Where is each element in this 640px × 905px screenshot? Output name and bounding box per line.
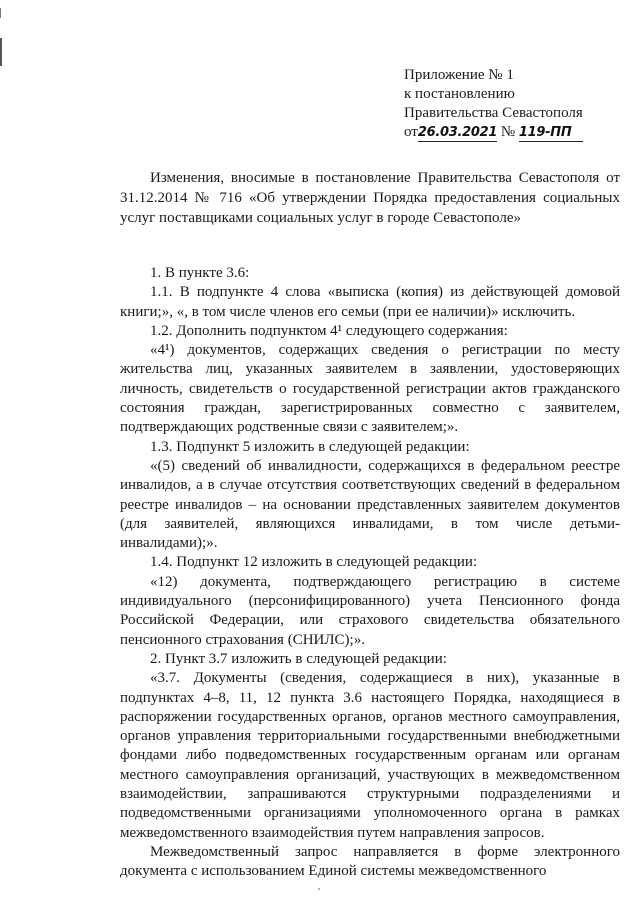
paragraph: 2. Пункт 3.7 изложить в следующей редакции: xyxy=(150,650,447,667)
date-prefix: от xyxy=(404,124,418,140)
appendix-line: к постановлению xyxy=(404,86,515,102)
paragraph: 1.4. Подпункт 12 изложить в следующей редакции: xyxy=(150,554,478,571)
appendix-date-line xyxy=(404,123,634,142)
paragraph: 1.3. Подпункт 5 изложить в следующей редакции: xyxy=(150,438,470,455)
handwritten-date: 26.03.2021 xyxy=(417,125,498,140)
scan-margin-mark xyxy=(0,38,2,66)
document-body xyxy=(120,264,620,882)
scan-margin-mark xyxy=(0,8,1,18)
paragraph: «4¹) документов, содержащих сведения о регистрации по месту жительства лиц, указанных заявителем в заявлении, удостоверяющих личность, свидетельств о государственной регистрации актов гражданского состояния граждан, зарегистрированных совместно с заявителем, подтверждающих родственные связи с заявителем;». xyxy=(120,342,620,436)
appendix-title: Приложение № 1 xyxy=(404,67,514,83)
paragraph: «3.7. Документы (сведения, содержащиеся в них), указанные в подпунктах 4–8, 11, 12 пункта 3.6 настоящего Порядка, находящиеся в распоряжении государственных органов, органов местного самоуправления, органов управления территориальными государственными внебюджетными фондами либо подведомственных государственным органам или органам местного самоуправления организаций, участвующих в межведомственном взаимодействии, запрашиваются структурными подразделениями и подведомственными организациями уполномоченного органа в рамках межведомственного взаимодействия путем направления запросов. xyxy=(120,670,620,841)
paragraph: 1.2. Дополнить подпунктом 4¹ следующего содержания: xyxy=(150,322,508,339)
appendix-line: Правительства Севастополя xyxy=(404,105,583,121)
paragraph: 1. В пункте 3.6: xyxy=(150,265,250,281)
handwritten-number: 119-ПП xyxy=(519,125,583,142)
document-title xyxy=(120,168,620,228)
scan-speck xyxy=(318,888,320,890)
title-text: Изменения, вносимые в постановление Правительства Севастополя от 31.12.2014 № 716 «Об утверждении Порядка предоставления социальных услуг поставщиками социальных услуг в городе Севастополе» xyxy=(120,170,620,226)
paragraph: «12) документа, подтверждающего регистрацию в системе индивидуального (персонифицированного) учета Пенсионного фонда Российской Федерации, или страхового свидетельства обязательного пенсионного страхования (СНИЛС);». xyxy=(120,573,620,648)
paragraph: «(5) сведений об инвалидности, содержащихся в федеральном реестре инвалидов, а в случае отсутствия соответствующих сведений в федеральном реестре инвалидов – на основании представленных заявителем документов (для заявителей, являющихся инвалидами, в том числе детьми-инвалидами);». xyxy=(120,457,620,552)
paragraph: 1.1. В подпункте 4 слова «выписка (копия) из действующей домовой книги;», «, в том числе членов его семьи (при ее наличии)» исключить. xyxy=(120,284,620,320)
appendix-header xyxy=(404,66,634,142)
number-prefix: № xyxy=(500,124,516,140)
paragraph: Межведомственный запрос направляется в форме электронного документа с использованием Единой системы межведомственного xyxy=(120,843,620,880)
